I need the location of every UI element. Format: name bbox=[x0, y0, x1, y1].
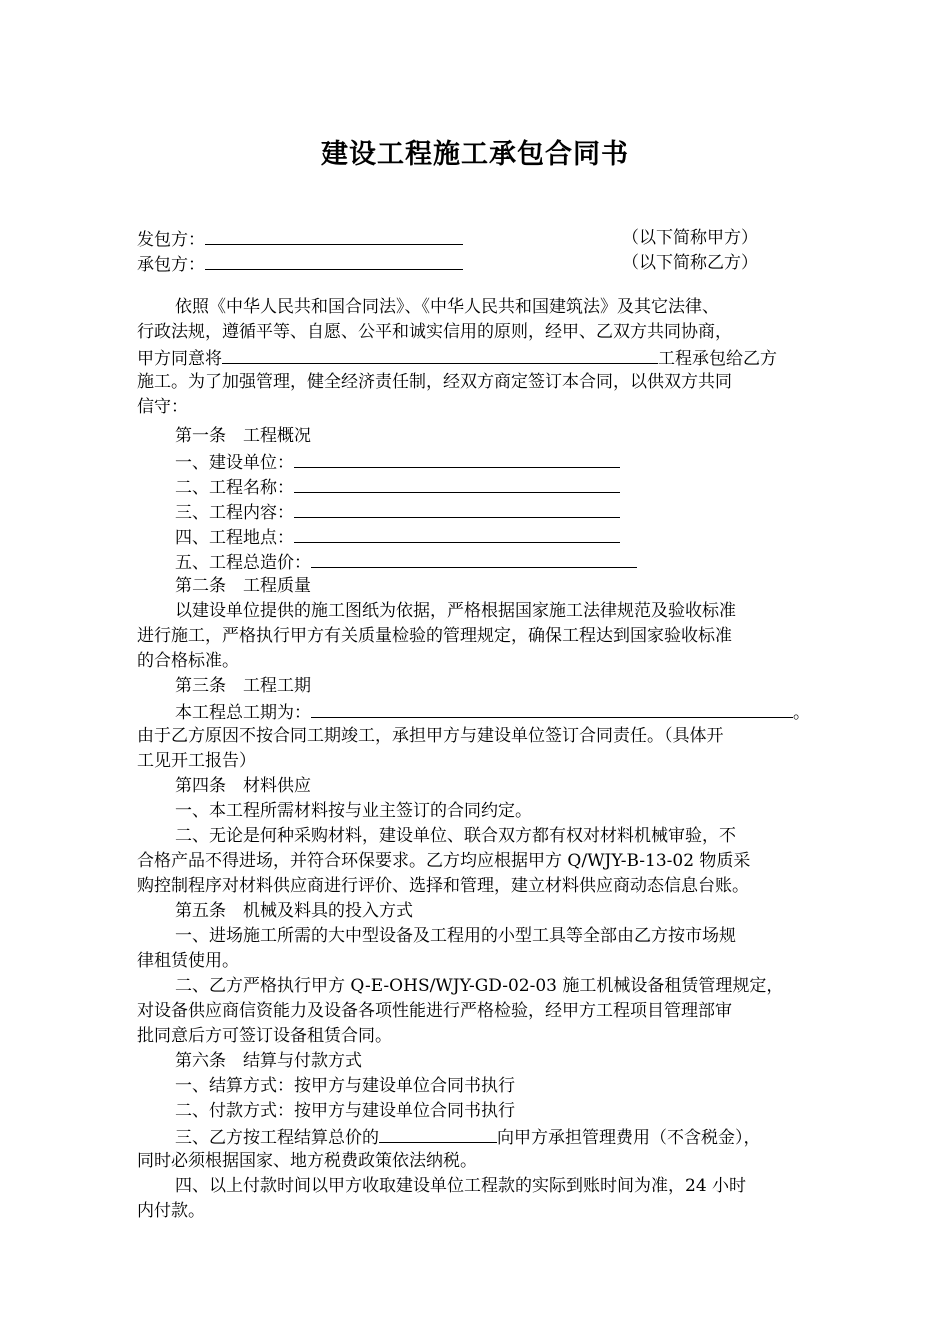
item-blank bbox=[294, 524, 620, 543]
article-heading: 第二条 工程质量 bbox=[175, 576, 311, 596]
paragraph-line: 四、以上付款时间以甲方收取建设单位工程款的实际到账时间为准，24 小时 bbox=[175, 1176, 747, 1196]
overview-item bbox=[175, 474, 620, 498]
employer-label: 发包方： bbox=[137, 230, 205, 250]
paragraph-line: 以建设单位提供的施工图纸为依据，严格根据国家施工法律规范及验收标准 bbox=[175, 601, 736, 621]
period-mark: 。 bbox=[793, 703, 810, 723]
paragraph-line: 二、付款方式：按甲方与建设单位合同书执行 bbox=[175, 1101, 515, 1121]
article-heading: 第五条 机械及料具的投入方式 bbox=[175, 901, 413, 921]
paragraph-line: 律租赁使用。 bbox=[137, 951, 239, 971]
contractor-label: 承包方： bbox=[137, 255, 205, 275]
article-heading: 第三条 工程工期 bbox=[175, 676, 311, 696]
paragraph-line: 由于乙方原因不按合同工期竣工，承担甲方与建设单位签订合同责任。（具体开 bbox=[137, 726, 724, 746]
fee-blank bbox=[379, 1124, 497, 1143]
intro-line: 行政法规，遵循平等、自愿、公平和诚实信用的原则，经甲、乙双方共同协商， bbox=[137, 322, 732, 342]
paragraph-line: 的合格标准。 bbox=[137, 651, 239, 671]
contractor-line bbox=[137, 251, 463, 275]
employer-line bbox=[137, 226, 463, 250]
paragraph-line: 同时必须根据国家、地方税费政策依法纳税。 bbox=[137, 1151, 477, 1171]
article-heading: 第一条 工程概况 bbox=[175, 426, 311, 446]
overview-item bbox=[175, 524, 620, 548]
item-label: 三、工程内容： bbox=[175, 503, 294, 523]
fee-label: 三、乙方按工程结算总价的 bbox=[175, 1128, 379, 1148]
paragraph-line: 一、进场施工所需的大中型设备及工程用的小型工具等全部由乙方按市场规 bbox=[175, 926, 736, 946]
employer-note: （以下简称甲方） bbox=[622, 228, 758, 248]
item-blank bbox=[294, 474, 620, 493]
project-blank bbox=[222, 345, 658, 364]
page-title: 建设工程施工承包合同书 bbox=[321, 139, 629, 170]
fee-text: 向甲方承担管理费用（不含税金）， bbox=[497, 1128, 761, 1148]
duration-blank bbox=[311, 699, 793, 718]
item-blank bbox=[294, 499, 620, 518]
intro-line: 施工。为了加强管理，健全经济责任制，经双方商定签订本合同，以供双方共同 bbox=[137, 372, 732, 392]
contractor-blank bbox=[205, 251, 463, 270]
article-heading: 第六条 结算与付款方式 bbox=[175, 1051, 362, 1071]
overview-item bbox=[175, 499, 620, 523]
paragraph-line: 批同意后方可签订设备租赁合同。 bbox=[137, 1026, 392, 1046]
overview-item bbox=[175, 449, 620, 473]
employer-blank bbox=[205, 226, 463, 245]
duration-label: 本工程总工期为： bbox=[175, 703, 311, 723]
item-label: 二、工程名称： bbox=[175, 478, 294, 498]
paragraph-line: 一、本工程所需材料按与业主签订的合同约定。 bbox=[175, 801, 532, 821]
paragraph-line bbox=[175, 699, 810, 723]
item-blank bbox=[294, 449, 620, 468]
intro-line: 依照《中华人民共和国合同法》、《中华人民共和国建筑法》及其它法律、 bbox=[175, 297, 719, 317]
item-label: 四、工程地点： bbox=[175, 528, 294, 548]
item-label: 五、工程总造价： bbox=[175, 553, 311, 573]
paragraph-line: 合格产品不得进场，并符合环保要求。乙方均应根据甲方 Q/WJY-B-13-02 物质采 bbox=[137, 851, 751, 871]
paragraph-line: 工见开工报告） bbox=[137, 751, 256, 771]
intro-line bbox=[137, 345, 777, 369]
article-heading: 第四条 材料供应 bbox=[175, 776, 311, 796]
paragraph-line: 购控制程序对材料供应商进行评价、选择和管理，建立材料供应商动态信息台账。 bbox=[137, 876, 749, 896]
intro-text: 工程承包给乙方 bbox=[658, 349, 777, 369]
paragraph-line: 内付款。 bbox=[137, 1201, 205, 1221]
item-blank bbox=[311, 549, 637, 568]
intro-line: 信守： bbox=[137, 397, 188, 417]
paragraph-line: 二、无论是何种采购材料，建设单位、联合双方都有权对材料机械审验，不 bbox=[175, 826, 736, 846]
item-label: 一、建设单位： bbox=[175, 453, 294, 473]
paragraph-line bbox=[175, 1124, 761, 1148]
paragraph-line: 二、乙方严格执行甲方 Q-E-OHS/WJY-GD-02-03 施工机械设备租赁管理规定， bbox=[175, 976, 784, 996]
paragraph-line: 进行施工，严格执行甲方有关质量检验的管理规定，确保工程达到国家验收标准 bbox=[137, 626, 732, 646]
paragraph-line: 对设备供应商信资能力及设备各项性能进行严格检验，经甲方工程项目管理部审 bbox=[137, 1001, 732, 1021]
contractor-note: （以下简称乙方） bbox=[622, 253, 758, 273]
intro-text: 甲方同意将 bbox=[137, 349, 222, 369]
paragraph-line: 一、结算方式：按甲方与建设单位合同书执行 bbox=[175, 1076, 515, 1096]
overview-item bbox=[175, 549, 637, 573]
